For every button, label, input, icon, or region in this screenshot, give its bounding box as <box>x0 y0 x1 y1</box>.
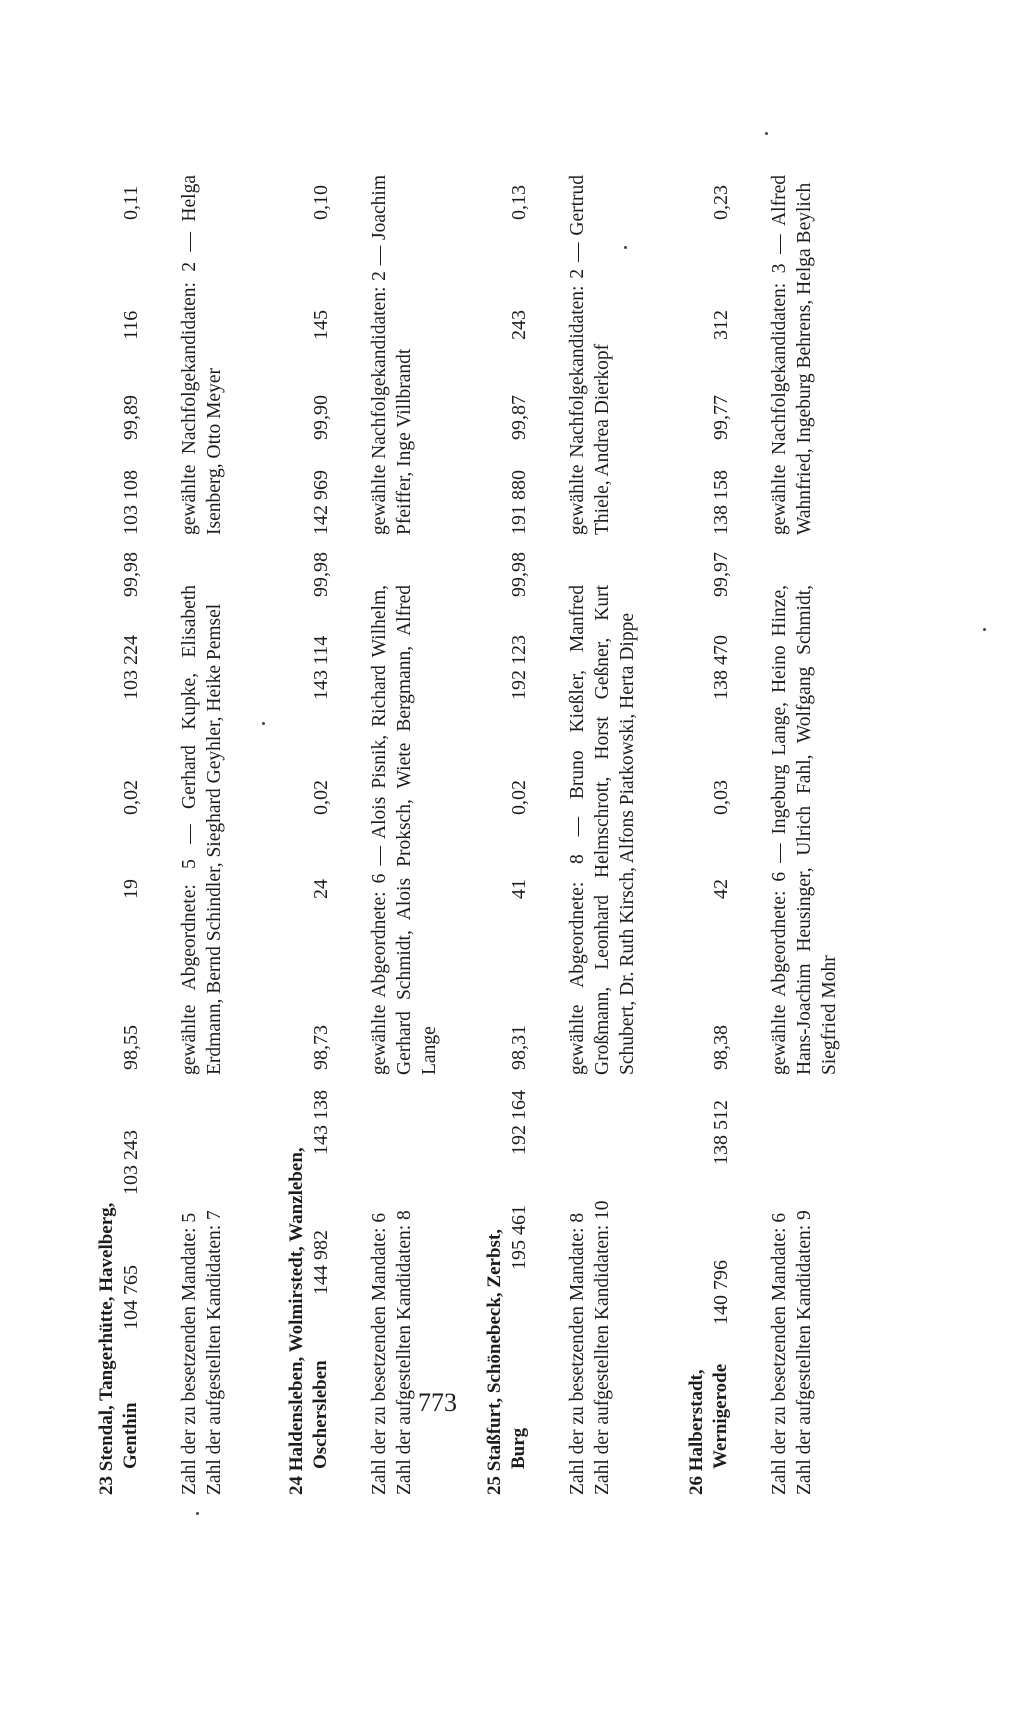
fuer-pct-value: 99,77 <box>710 395 732 440</box>
gueltig-pct-value: 99,98 <box>310 552 332 597</box>
mandate-line: Zahl der zu besetzenden Mandate: 8 <box>567 1212 588 1495</box>
constituency-name-line1: Halberstadt, <box>686 1369 707 1472</box>
abgeordnete-paragraph: gewählte Abgeordnete: 8 — Bruno Kießler, Manfred Großmann, Leonhard Helmschrott, Horst Geßner, Kurt Schubert, Dr. Ruth Kirsch, Alfons Piatkowski, Herta Dippe <box>567 585 638 1075</box>
scan-speck <box>624 246 627 249</box>
nachfolge-paragraph: gewählte Nachfolgekandidaten: 3 — Alfred Wahnfried, Ingeburg Behrens, Helga Beylich <box>769 175 815 535</box>
gegen-pct-value: 0,11 <box>120 185 142 220</box>
fuer-pct-value: 99,87 <box>508 395 530 440</box>
mandate-line: Zahl der zu besetzenden Mandate: 6 <box>769 1212 790 1495</box>
wahlberechtigte-value: 144 982 <box>310 1230 332 1295</box>
abgegeben-value: 103 243 <box>120 1130 142 1195</box>
gegen-pct-value: 0,23 <box>710 185 732 220</box>
scan-speck <box>196 1512 199 1515</box>
abgeordnete-paragraph: gewählte Abgeordnete: 6 — Ingeburg Lange, Heino Hinze, Hans-Joachim Heusinger, Ulrich Fahl, Wolfgang Schmidt, Siegfried Mohr <box>769 585 840 1075</box>
gegen-pct-value: 0,10 <box>310 185 332 220</box>
abgeordnete-paragraph: gewählte Abgeordnete: 5 — Gerhard Kupke, Elisabeth Erdmann, Bernd Schindler, Sieghard Geyhler, Heike Pemsel <box>179 585 225 1075</box>
constituency-name-line2: Oschersleben <box>310 1360 331 1469</box>
ungueltig-pct-value: 0,02 <box>508 780 530 815</box>
abgeordnete-paragraph: gewählte Abgeordnete: 6 — Alois Pisnik, Richard Wilhelm, Gerhard Schmidt, Alois Proksch, Wiete Bergmann, Alfred Lange <box>369 585 440 1075</box>
mandate-line: Zahl der zu besetzenden Mandate: 6 <box>369 1212 390 1495</box>
gueltig-value: 138 470 <box>710 635 732 700</box>
fuer-value: 142 969 <box>310 470 332 535</box>
gegen-pct-value: 0,13 <box>508 185 530 220</box>
constituency-number: 24 <box>286 1476 307 1495</box>
gueltig-value: 103 224 <box>120 635 142 700</box>
scan-speck <box>765 132 768 135</box>
constituency-number: 23 <box>96 1476 117 1495</box>
abgegeben-value: 138 512 <box>710 1100 732 1165</box>
wahlberechtigte-value: 195 461 <box>508 1205 530 1270</box>
fuer-value: 138 158 <box>710 470 732 535</box>
ungueltig-pct-value: 0,02 <box>120 780 142 815</box>
constituency-name-line2: Burg <box>508 1427 529 1469</box>
constituency-header <box>285 1055 309 1495</box>
mandate-line: Zahl der zu besetzenden Mandate: 5 <box>179 1212 200 1495</box>
constituency-number: 26 <box>686 1476 707 1495</box>
scan-speck <box>983 628 986 631</box>
gueltig-pct-value: 99,97 <box>710 552 732 597</box>
gueltig-pct-value: 99,98 <box>120 552 142 597</box>
constituency-name-line2: Genthin <box>120 1402 141 1469</box>
kandidaten-line: Zahl der aufgestellten Kandidaten: 9 <box>794 1210 815 1495</box>
fuer-pct-value: 99,89 <box>120 395 142 440</box>
beteiligung-value: 98,31 <box>508 1025 530 1070</box>
abgegeben-value: 143 138 <box>310 1090 332 1155</box>
constituency-name-line1: Staßfurt, Schönebeck, Zerbst, <box>484 1228 505 1472</box>
gegen-value: 243 <box>508 310 530 340</box>
constituency-name-line1: Haldensleben, Wolmirstedt, Wanzleben, <box>286 1147 307 1472</box>
wahlberechtigte-value: 104 765 <box>120 1265 142 1330</box>
gueltig-value: 143 114 <box>310 635 332 700</box>
ungueltig-value: 24 <box>310 879 332 899</box>
nachfolge-paragraph: gewählte Nachfolgekandidaten: 2 — Joachim Pfeiffer, Inge Villbrandt <box>369 175 415 535</box>
constituency-number: 25 <box>484 1476 505 1495</box>
constituency-header <box>95 1065 119 1495</box>
gueltig-pct-value: 99,98 <box>508 552 530 597</box>
beteiligung-value: 98,38 <box>710 1025 732 1070</box>
page-number: 773 <box>418 1388 457 1417</box>
kandidaten-line: Zahl der aufgestellten Kandidaten: 8 <box>394 1210 415 1495</box>
gegen-value: 312 <box>710 310 732 340</box>
fuer-pct-value: 99,90 <box>310 395 332 440</box>
gegen-value: 145 <box>310 310 332 340</box>
constituency-header <box>685 1065 709 1495</box>
nachfolge-paragraph: gewählte Nachfolgekandidaten: 2 — Helga Isenberg, Otto Meyer <box>179 175 225 535</box>
scan-speck <box>262 722 265 725</box>
ungueltig-value: 41 <box>508 879 530 899</box>
beteiligung-value: 98,73 <box>310 1025 332 1070</box>
constituency-name-line1: Stendal, Tangerhütte, Havelberg, <box>96 1202 117 1472</box>
abgegeben-value: 192 164 <box>508 1090 530 1155</box>
ungueltig-value: 42 <box>710 879 732 899</box>
beteiligung-value: 98,55 <box>120 1025 142 1070</box>
fuer-value: 103 108 <box>120 470 142 535</box>
wahlberechtigte-value: 140 796 <box>710 1260 732 1325</box>
rotated-page-content <box>95 175 855 1495</box>
nachfolge-paragraph: gewählte Nachfolgekandidaten: 2 — Gertrud Thiele, Andrea Dierkopf <box>567 175 613 535</box>
kandidaten-line: Zahl der aufgestellten Kandidaten: 7 <box>204 1210 225 1495</box>
constituency-header <box>483 1065 507 1495</box>
ungueltig-pct-value: 0,02 <box>310 780 332 815</box>
fuer-value: 191 880 <box>508 470 530 535</box>
constituency-name-line2: Wernigerode <box>710 1363 731 1469</box>
kandidaten-line: Zahl der aufgestellten Kandidaten: 10 <box>592 1200 613 1495</box>
ungueltig-pct-value: 0,03 <box>710 780 732 815</box>
gueltig-value: 192 123 <box>508 635 530 700</box>
ungueltig-value: 19 <box>120 879 142 899</box>
gegen-value: 116 <box>120 310 142 340</box>
